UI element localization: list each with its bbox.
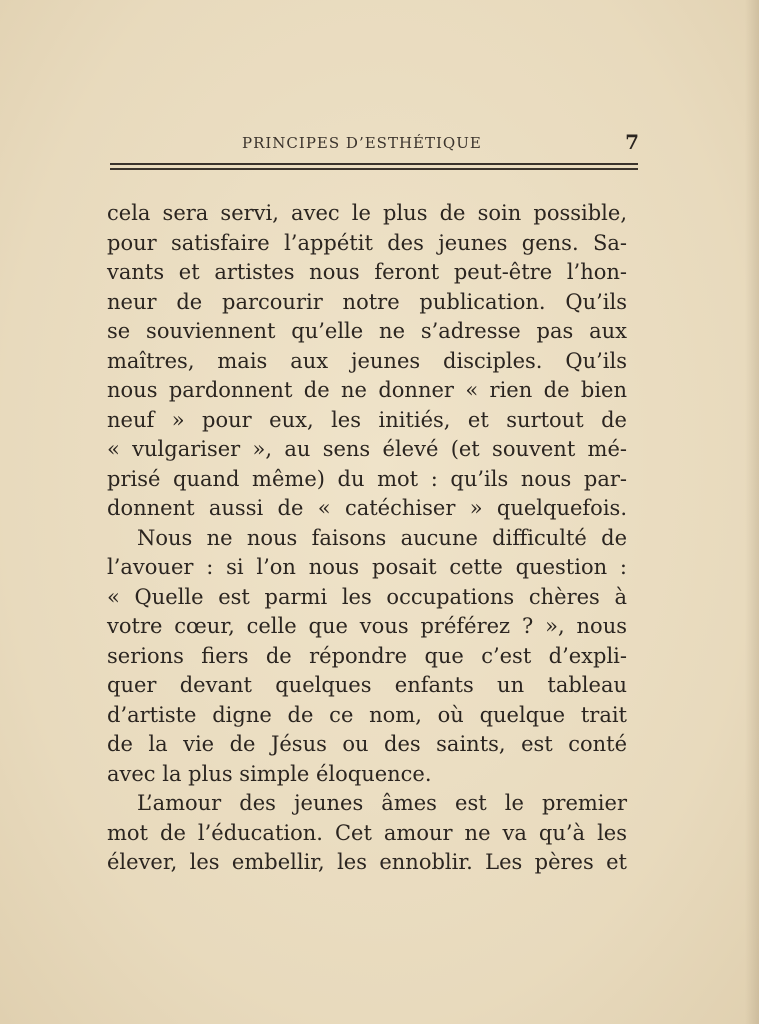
paragraph-end-line: avec la plus simple éloquence.: [107, 761, 432, 786]
text-line: de la vie de Jésus ou des saints, est conté: [107, 732, 627, 756]
body-text: [107, 199, 627, 878]
text-line: l’avouer : si l’on nous posait cette question :: [107, 555, 627, 579]
text-line: pour satisfaire l’appétit des jeunes gens. Sa-: [107, 230, 627, 255]
text-line: se souviennent qu’elle ne s’adresse pas aux: [107, 319, 627, 343]
text-line: neuf » pour eux, les initiés, et surtout de: [107, 407, 627, 432]
page-number: 7: [625, 130, 639, 154]
text-line: élever, les embellir, les ennoblir. Les pères et: [107, 850, 627, 874]
text-line: d’artiste digne de ce nom, où quelque trait: [107, 702, 627, 727]
text-line: vants et artistes nous feront peut-être l’hon-: [107, 260, 627, 284]
text-line: serions fiers de répondre que c’est d’expli-: [107, 643, 627, 668]
text-line: nous pardonnent de ne donner « rien de bien: [107, 378, 627, 402]
running-header: [107, 131, 637, 155]
running-title: PRINCIPES D’ESTHÉTIQUE: [242, 134, 482, 152]
paragraph-start-line: L’amour des jeunes âmes est le premier: [137, 791, 627, 815]
text-line: « vulgariser », au sens élevé (et souvent mé-: [107, 437, 627, 461]
header-rule-bottom: [110, 168, 638, 170]
text-line: mot de l’éducation. Cet amour ne va qu’à les: [107, 820, 627, 845]
text-line: « Quelle est parmi les occupations chères à: [107, 584, 627, 609]
header-rule-top: [110, 163, 638, 165]
text-line: prisé quand même) du mot : qu’ils nous par-: [107, 466, 627, 491]
text-line: maîtres, mais aux jeunes disciples. Qu’ils: [107, 348, 627, 373]
text-line: cela sera servi, avec le plus de soin possible,: [107, 201, 627, 225]
text-line: quer devant quelques enfants un tableau: [107, 673, 627, 697]
paragraph-start-line: Nous ne nous faisons aucune difficulté de: [137, 525, 627, 550]
text-line: neur de parcourir notre publication. Qu’ils: [107, 289, 627, 314]
text-line: votre cœur, celle que vous préférez ? », nous: [107, 614, 627, 638]
text-line: donnent aussi de « catéchiser » quelquefois.: [107, 496, 627, 520]
page-edge-shadow: [745, 0, 759, 1024]
